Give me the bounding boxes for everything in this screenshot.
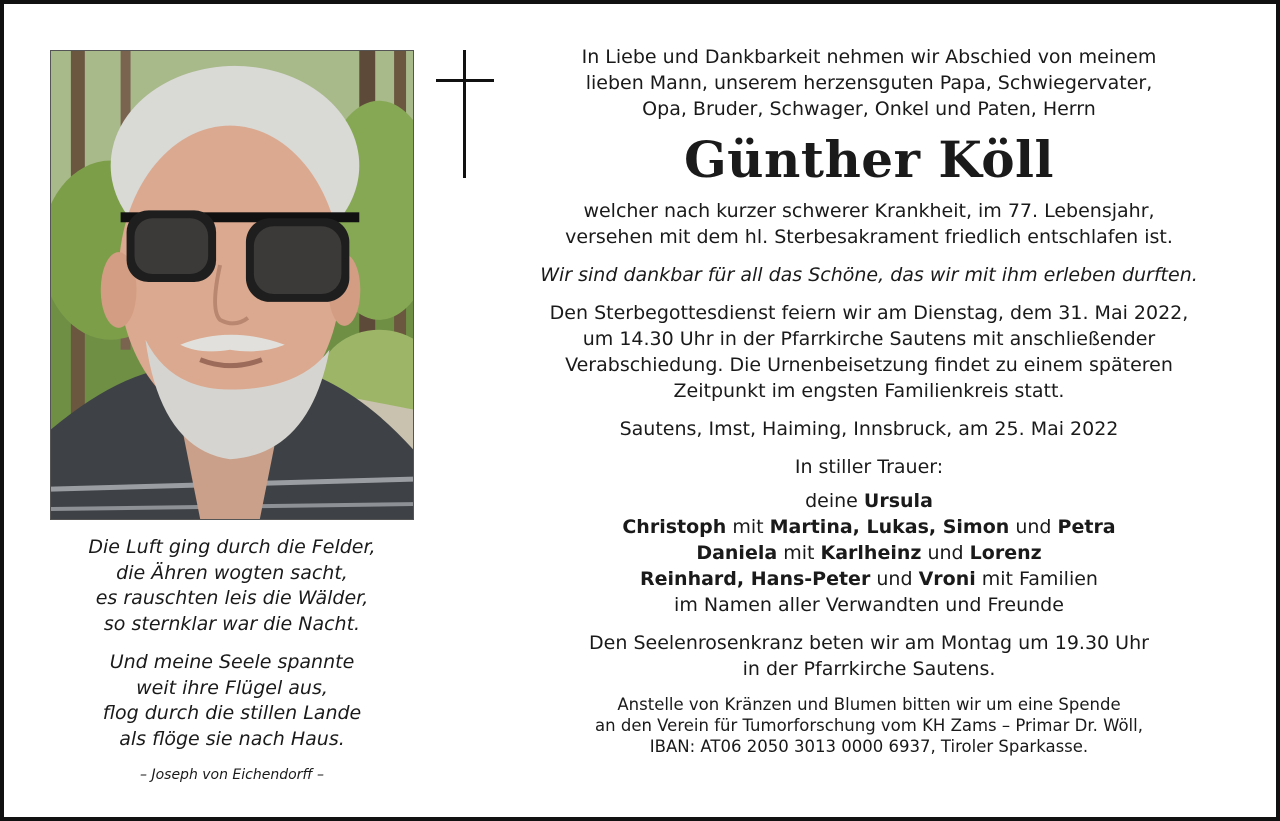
death-line: versehen mit dem hl. Sterbesakrament friedlich entschlafen ist.	[565, 226, 1173, 248]
mourner-line: Daniela mit Karlheinz und Lorenz	[696, 542, 1042, 564]
mourner-line: Reinhard, Hans-Peter und Vroni mit Familien	[640, 568, 1098, 590]
mourner-line: im Namen aller Verwandten und Freunde	[674, 594, 1064, 616]
service-line: um 14.30 Uhr in der Pfarrkirche Sautens mit anschließender	[582, 328, 1156, 350]
intro-line: lieben Mann, unserem herzensguten Papa, Schwiegervater,	[585, 72, 1153, 94]
service-line: Zeitpunkt im engsten Familienkreis statt.	[673, 380, 1065, 402]
mourner-line: Christoph mit Martina, Lukas, Simon und Petra	[622, 516, 1116, 538]
intro-line: In Liebe und Dankbarkeit nehmen wir Abschied von meinem	[581, 46, 1157, 68]
donation-line: IBAN: AT06 2050 3013 0000 6937, Tiroler Sparkasse.	[649, 737, 1089, 756]
mourning-heading: In stiller Trauer:	[794, 456, 944, 478]
mourner-line: deine Ursula	[805, 490, 933, 512]
death-text	[509, 198, 1229, 250]
donation-line: Anstelle von Kränzen und Blumen bitten wir um eine Spende	[617, 695, 1121, 714]
donation-text	[509, 694, 1229, 757]
poem-line: so sternklar war die Nacht.	[103, 612, 361, 635]
portrait-photo	[50, 50, 414, 520]
rosary-text	[509, 630, 1229, 682]
poem-line: als flöge sie nach Haus.	[119, 727, 345, 750]
poem-author: – Joseph von Eichendorff –	[140, 767, 324, 783]
obituary-text	[509, 44, 1229, 757]
poem-line: es rauschten leis die Wälder,	[95, 587, 369, 609]
intro-text	[509, 44, 1229, 122]
cross-symbol	[436, 50, 494, 178]
deceased-name: Günther Köll	[683, 130, 1055, 189]
poem	[50, 535, 414, 785]
rosary-line: Den Seelenrosenkranz beten wir am Montag um 19.30 Uhr	[589, 632, 1149, 654]
portrait-illustration	[51, 51, 413, 519]
service-line: Den Sterbegottesdienst feiern wir am Dienstag, dem 31. Mai 2022,	[549, 302, 1189, 324]
poem-line: weit ihre Flügel aus,	[136, 676, 328, 699]
poem-line: Und meine Seele spannte	[109, 651, 355, 673]
service-line: Verabschiedung. Die Urnenbeisetzung findet zu einem späteren	[565, 354, 1173, 376]
gratitude-line: Wir sind dankbar für all das Schöne, das wir mit ihm erleben durften.	[540, 264, 1198, 286]
mourners-list	[509, 488, 1229, 618]
poem-line: Die Luft ging durch die Felder,	[88, 536, 376, 558]
poem-stanza-1	[50, 535, 414, 637]
service-text	[509, 300, 1229, 404]
intro-line: Opa, Bruder, Schwager, Onkel und Paten, Herrn	[642, 98, 1096, 120]
place-date: Sautens, Imst, Haiming, Innsbruck, am 25. Mai 2022	[619, 418, 1119, 440]
death-line: welcher nach kurzer schwerer Krankheit, im 77. Lebensjahr,	[583, 200, 1155, 222]
rosary-line: in der Pfarrkirche Sautens.	[742, 658, 996, 680]
donation-line: an den Verein für Tumorforschung vom KH Zams – Primar Dr. Wöll,	[595, 716, 1143, 735]
poem-line: die Ähren wogten sacht,	[116, 561, 348, 584]
poem-line: flog durch die stillen Lande	[102, 702, 362, 724]
poem-stanza-2	[50, 650, 414, 752]
